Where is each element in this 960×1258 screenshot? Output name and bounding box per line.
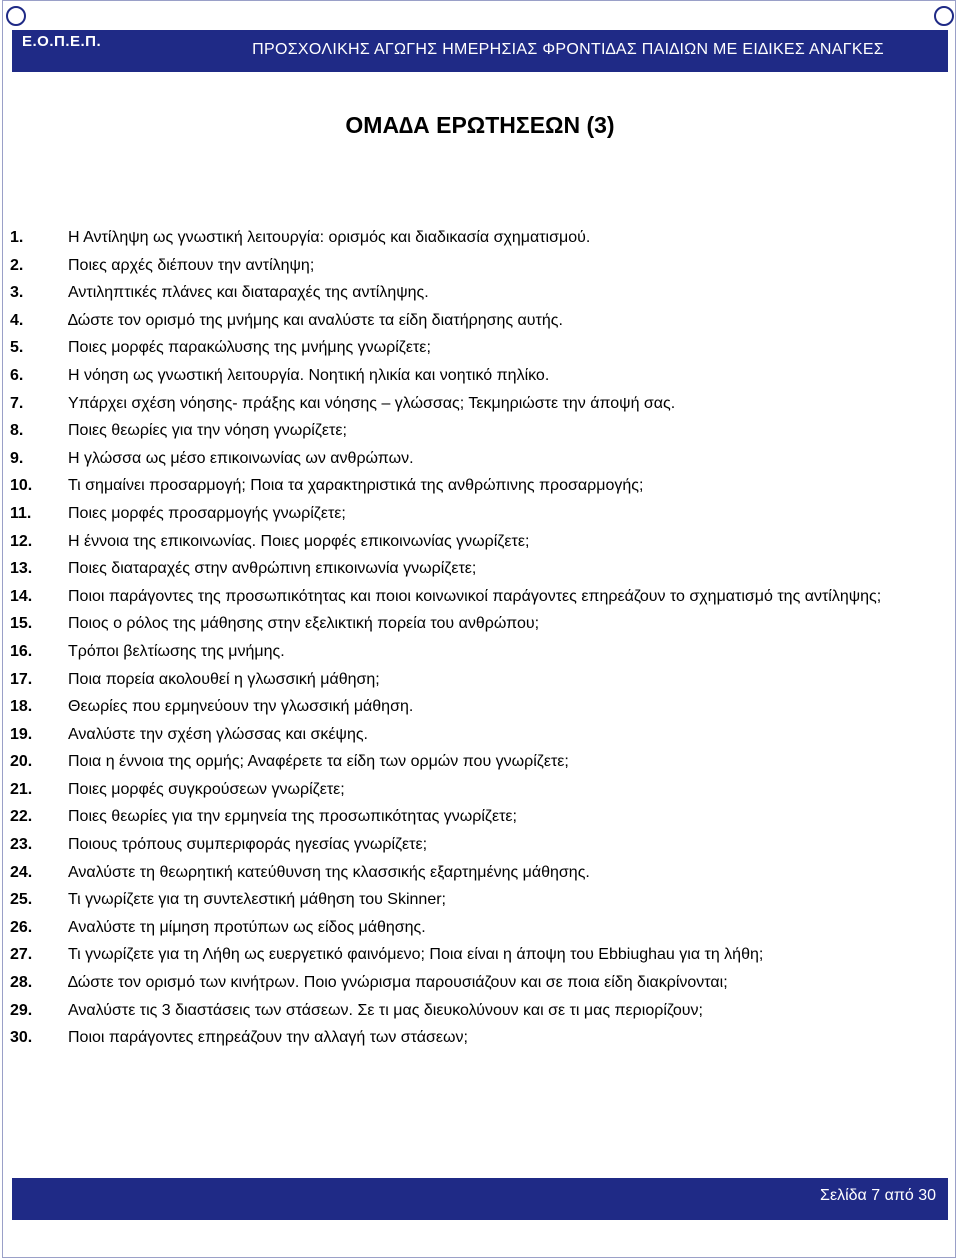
page-title: ΟΜΑ∆Α ΕΡΩΤΗΣΕΩΝ (3) — [345, 112, 615, 138]
question-text: Τι γνωρίζετε για τη Λήθη ως ευεργετικό φαινόμενο; Ποια είναι η άποψη του Ebbiughau για τη λήθη; — [68, 946, 764, 964]
question-text: Ποιες μορφές παρακώλυσης της μνήμης γνωρίζετε; — [68, 339, 431, 357]
question-number: 22. — [10, 808, 33, 826]
question-item — [10, 886, 946, 914]
question-item — [10, 1024, 946, 1052]
question-list — [10, 224, 946, 1052]
question-text: Αναλύστε τη μίμηση προτύπων ως είδος μάθησης. — [68, 918, 426, 936]
question-number: 10. — [10, 477, 33, 495]
question-text: Τι γνωρίζετε για τη συντελεστική μάθηση του Skinner; — [68, 891, 446, 909]
question-item — [10, 969, 946, 997]
question-text: Ποιες μορφές συγκρούσεων γνωρίζετε; — [68, 780, 345, 798]
question-item — [10, 279, 946, 307]
question-number: 19. — [10, 725, 33, 743]
header-subtitle: ΠΡΟΣΧΟΛΙΚΗΣ ΑΓΩΓΗΣ ΗΜΕΡΗΣΙΑΣ ΦΡΟΝΤΙ∆ΑΣ ΠΑΙ∆ΙΩΝ ΜΕ ΕΙ∆ΙΚΕΣ ΑΝΑΓΚΕΣ — [252, 41, 884, 58]
corner-circle-right — [934, 6, 954, 26]
question-text: Υπάρχει σχέση νόησης- πράξης και νόησης – γλώσσας; Τεκμηριώστε την άποψή σας. — [68, 394, 676, 412]
question-number: 14. — [10, 587, 33, 605]
question-number: 13. — [10, 560, 33, 578]
question-number: 20. — [10, 753, 33, 771]
question-text: Η νόηση ως γνωστική λειτουργία. Νοητική ηλικία και νοητικό πηλίκο. — [68, 366, 550, 384]
question-item — [10, 583, 946, 611]
question-text: Αναλύστε την σχέση γλώσσας και σκέψης. — [68, 725, 368, 743]
question-item — [10, 776, 946, 804]
footer-band — [12, 1178, 948, 1220]
question-text: Ποια πορεία ακολουθεί η γλωσσική μάθηση; — [68, 670, 380, 688]
question-item — [10, 445, 946, 473]
question-number: 17. — [10, 670, 33, 688]
question-item — [10, 252, 946, 280]
question-item — [10, 555, 946, 583]
question-item — [10, 666, 946, 694]
question-text: Αντιληπτικές πλάνες και διαταραχές της αντίληψης. — [68, 284, 429, 302]
question-text: ∆ώστε τον ορισμό των κινήτρων. Ποιο γνώρισμα παρουσιάζουν και σε ποια είδη διακρίνονται; — [68, 974, 728, 992]
question-number: 27. — [10, 946, 33, 964]
question-number: 25. — [10, 891, 33, 909]
question-number: 18. — [10, 698, 33, 716]
question-text: Η Αντίληψη ως γνωστική λειτουργία: ορισμός και διαδικασία σχηματισμού. — [68, 229, 591, 246]
question-item — [10, 803, 946, 831]
question-item — [10, 224, 946, 252]
header-org: Ε.Ο.Π.Ε.Π. — [22, 33, 102, 50]
question-number: 4. — [10, 311, 24, 329]
question-text: Θεωρίες που ερμηνεύουν την γλωσσική μάθηση. — [68, 698, 414, 716]
question-number: 3. — [10, 284, 24, 302]
question-text: Ποιες διαταραχές στην ανθρώπινη επικοινωνία γνωρίζετε; — [68, 560, 477, 578]
question-item — [10, 638, 946, 666]
question-number: 7. — [10, 394, 24, 412]
question-text: Ποιος ο ρόλος της μάθησης στην εξελικτική πορεία του ανθρώπου; — [68, 615, 540, 633]
question-item — [10, 307, 946, 335]
question-text: Ποιες μορφές προσαρμογής γνωρίζετε; — [68, 504, 346, 522]
question-text: Ποιους τρόπους συμπεριφοράς ηγεσίας γνωρίζετε; — [68, 836, 428, 854]
question-text: Ποιες αρχές διέπουν την αντίληψη; — [68, 256, 315, 274]
page-number: Σελίδα 7 από 30 — [820, 1187, 936, 1204]
question-number: 5. — [10, 339, 24, 357]
question-item — [10, 472, 946, 500]
question-text: Αναλύστε τις 3 διαστάσεις των στάσεων. Σε τι μας διευκολύνουν και σε τι μας περιορίζουν; — [68, 1001, 703, 1019]
question-number: 9. — [10, 449, 24, 467]
question-text: Ποιοι παράγοντες της προσωπικότητας και ποιοι κοινωνικοί παράγοντες επηρεάζουν το σχηματισμό της αντίληψης; — [68, 587, 882, 605]
question-number: 29. — [10, 1001, 33, 1019]
question-number: 6. — [10, 366, 24, 384]
question-number: 8. — [10, 422, 24, 440]
question-number: 26. — [10, 918, 33, 936]
question-number: 24. — [10, 863, 33, 881]
question-text: Τρόποι βελτίωσης της μνήμης. — [68, 642, 285, 660]
question-text: Αναλύστε τη θεωρητική κατεύθυνση της κλασσικής εξαρτημένης μάθησης. — [68, 863, 590, 881]
question-item — [10, 528, 946, 556]
question-number: 2. — [10, 256, 24, 274]
question-text: Ποιες θεωρίες για την ερμηνεία της προσωπικότητας γνωρίζετε; — [68, 808, 517, 826]
question-number: 15. — [10, 615, 33, 633]
question-number: 11. — [10, 504, 32, 522]
question-text: ∆ώστε τον ορισμό της μνήμης και αναλύστε τα είδη διατήρησης αυτής. — [68, 311, 563, 329]
question-item — [10, 334, 946, 362]
question-number: 21. — [10, 780, 33, 798]
question-item — [10, 721, 946, 749]
question-item — [10, 748, 946, 776]
question-number: 28. — [10, 974, 33, 992]
question-text: Ποιες θεωρίες για την νόηση γνωρίζετε; — [68, 422, 347, 440]
question-number: 12. — [10, 532, 33, 550]
corner-circle-left — [6, 6, 26, 26]
question-text: Ποια η έννοια της ορμής; Αναφέρετε τα είδη των ορμών που γνωρίζετε; — [68, 753, 569, 771]
question-item — [10, 500, 946, 528]
question-item — [10, 693, 946, 721]
question-item — [10, 390, 946, 418]
question-item — [10, 941, 946, 969]
question-number: 1. — [10, 229, 24, 246]
question-item — [10, 997, 946, 1025]
question-number: 23. — [10, 836, 33, 854]
question-text: Η έννοια της επικοινωνίας. Ποιες μορφές επικοινωνίας γνωρίζετε; — [68, 532, 530, 550]
question-number: 16. — [10, 642, 33, 660]
question-number: 30. — [10, 1029, 33, 1047]
question-item — [10, 831, 946, 859]
question-item — [10, 610, 946, 638]
question-text: Ποιοι παράγοντες επηρεάζουν την αλλαγή των στάσεων; — [68, 1029, 468, 1047]
question-item — [10, 914, 946, 942]
question-item — [10, 859, 946, 887]
question-text: Η γλώσσα ως μέσο επικοινωνίας ων ανθρώπων. — [68, 449, 414, 467]
question-item — [10, 362, 946, 390]
question-text: Τι σημαίνει προσαρμογή; Ποια τα χαρακτηριστικά της ανθρώπινης προσαρμογής; — [68, 477, 644, 495]
question-item — [10, 417, 946, 445]
